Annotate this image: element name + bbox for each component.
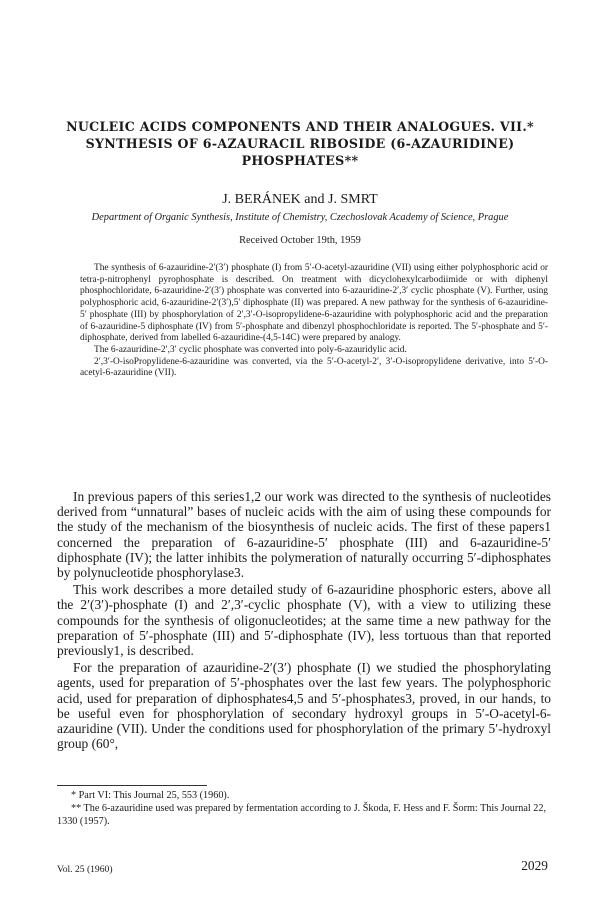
abstract-paragraph-1: The synthesis of 6-azauridine-2′(3′) phosphate (I) from 5′-O-acetyl-azauridine (VII) using either polyphosphoric acid or tetra-p-nitrophenyl pyrophosphate is described. On treatment with dicyclohexylcarbodiimide or with diphenyl phosphochloridate, 6-azauridine-2′(3′) phosphate was converted into 6-azauridine-2′,3′ cyclic phosphate (V). Further, using polyphosphoric acid, 6-azauridine-2′(3′),5′ diphosphate (II) was prepared. A new pathway for the synthesis of 6-azauridine-5′ phosphate (III) by phosphorylation of 2′,3′-O-isopropylidene-6-azauridine with polyphosphoric acid and the preparation of 6-azauridine-5 diphosphate (IV) from 5′-phosphate and dibenzyl phosphochloridate is reported. The 5′-phosphate and 5′-diphosphate, derived from labelled 6-azauridine-(4,5-14C) were prepared by analogy.: [80, 263, 548, 344]
title-line-3: PHOSPHATES**: [241, 153, 359, 168]
article-title: [60, 118, 540, 169]
body-paragraph-3: For the preparation of azauridine-2′(3′) phosphate (I) we studied the phosphorylating agents, used for preparation of 5′-phosphates over the last few years. The polyphosphoric acid, used for preparation of diphosphates4,5 and 5′-phosphates3, proved, in our hands, to be useful even for phosphorylation of secondary hydroxyl groups in 5′-O-acetyl-6-azauridine (VII). Under the conditions used for phosphorylation of the primary 5′-hydroxyl group (60°,: [57, 660, 551, 752]
body-paragraph-1: In previous papers of this series1,2 our work was directed to the synthesis of nucleotides derived from “unnatural” bases of nucleic acids with the aim of using these compounds for the study of the mechanism of the biosynthesis of nucleic acids. The first of these papers1 concerned the preparation of 6-azauridine-5′ phosphate (III) and 6-azauridine-5′ diphosphate (IV); the latter inhibits the polymeration of naturally occurring 5′-diphosphates by polynucleotide phosphorylase3.: [57, 489, 551, 581]
footnote-1: * Part VI: This Journal 25, 553 (1960).: [71, 790, 230, 801]
title-line-1: NUCLEIC ACIDS COMPONENTS AND THEIR ANALOGUES. VII.*: [66, 119, 534, 134]
abstract: [80, 263, 548, 380]
article-body: [57, 489, 551, 753]
abstract-paragraph-2: The 6-azauridine-2′,3′ cyclic phosphate was converted into poly-6-azauridylic acid.: [94, 344, 407, 355]
received-date: Received October 19th, 1959: [239, 235, 361, 246]
affiliation: Department of Organic Synthesis, Institute of Chemistry, Czechoslovak Academy of Science, Prague: [91, 212, 509, 223]
authors: J. BERÁNEK and J. SMRT: [222, 192, 378, 207]
footnote-2: ** The 6-azauridine used was prepared by fermentation according to J. Škoda, F. Hess and F. Šorm: This Journal 22, 1330 (1957).: [57, 803, 547, 827]
page-number: 2029: [521, 858, 548, 873]
footnote-divider: [57, 785, 207, 786]
title-line-2: SYNTHESIS OF 6-AZAURACIL RIBOSIDE (6-AZAURIDINE): [85, 136, 515, 151]
volume-info: Vol. 25 (1960): [57, 864, 113, 875]
footnotes: [57, 789, 551, 828]
abstract-paragraph-3: 2′,3′-O-isoPropylidene-6-azauridine was converted, via the 5′-O-acetyl-2′, 3′-O-isopropylidene derivative, into 5′-O-acetyl-6-azauridine (VII).: [80, 356, 548, 379]
body-paragraph-2: This work describes a more detailed study of 6-azauridine phosphoric esters, above all the 2′(3′)-phosphate (I) and 2′,3′-cyclic phosphate (V), with a view to utilizing these compounds for the synthesis of oligonucleotides; at the same time a new pathway for the preparation of 5′-phosphate (III) and 5′-diphosphate (IV), less tortuous than that reported previously1, is described.: [57, 582, 551, 659]
